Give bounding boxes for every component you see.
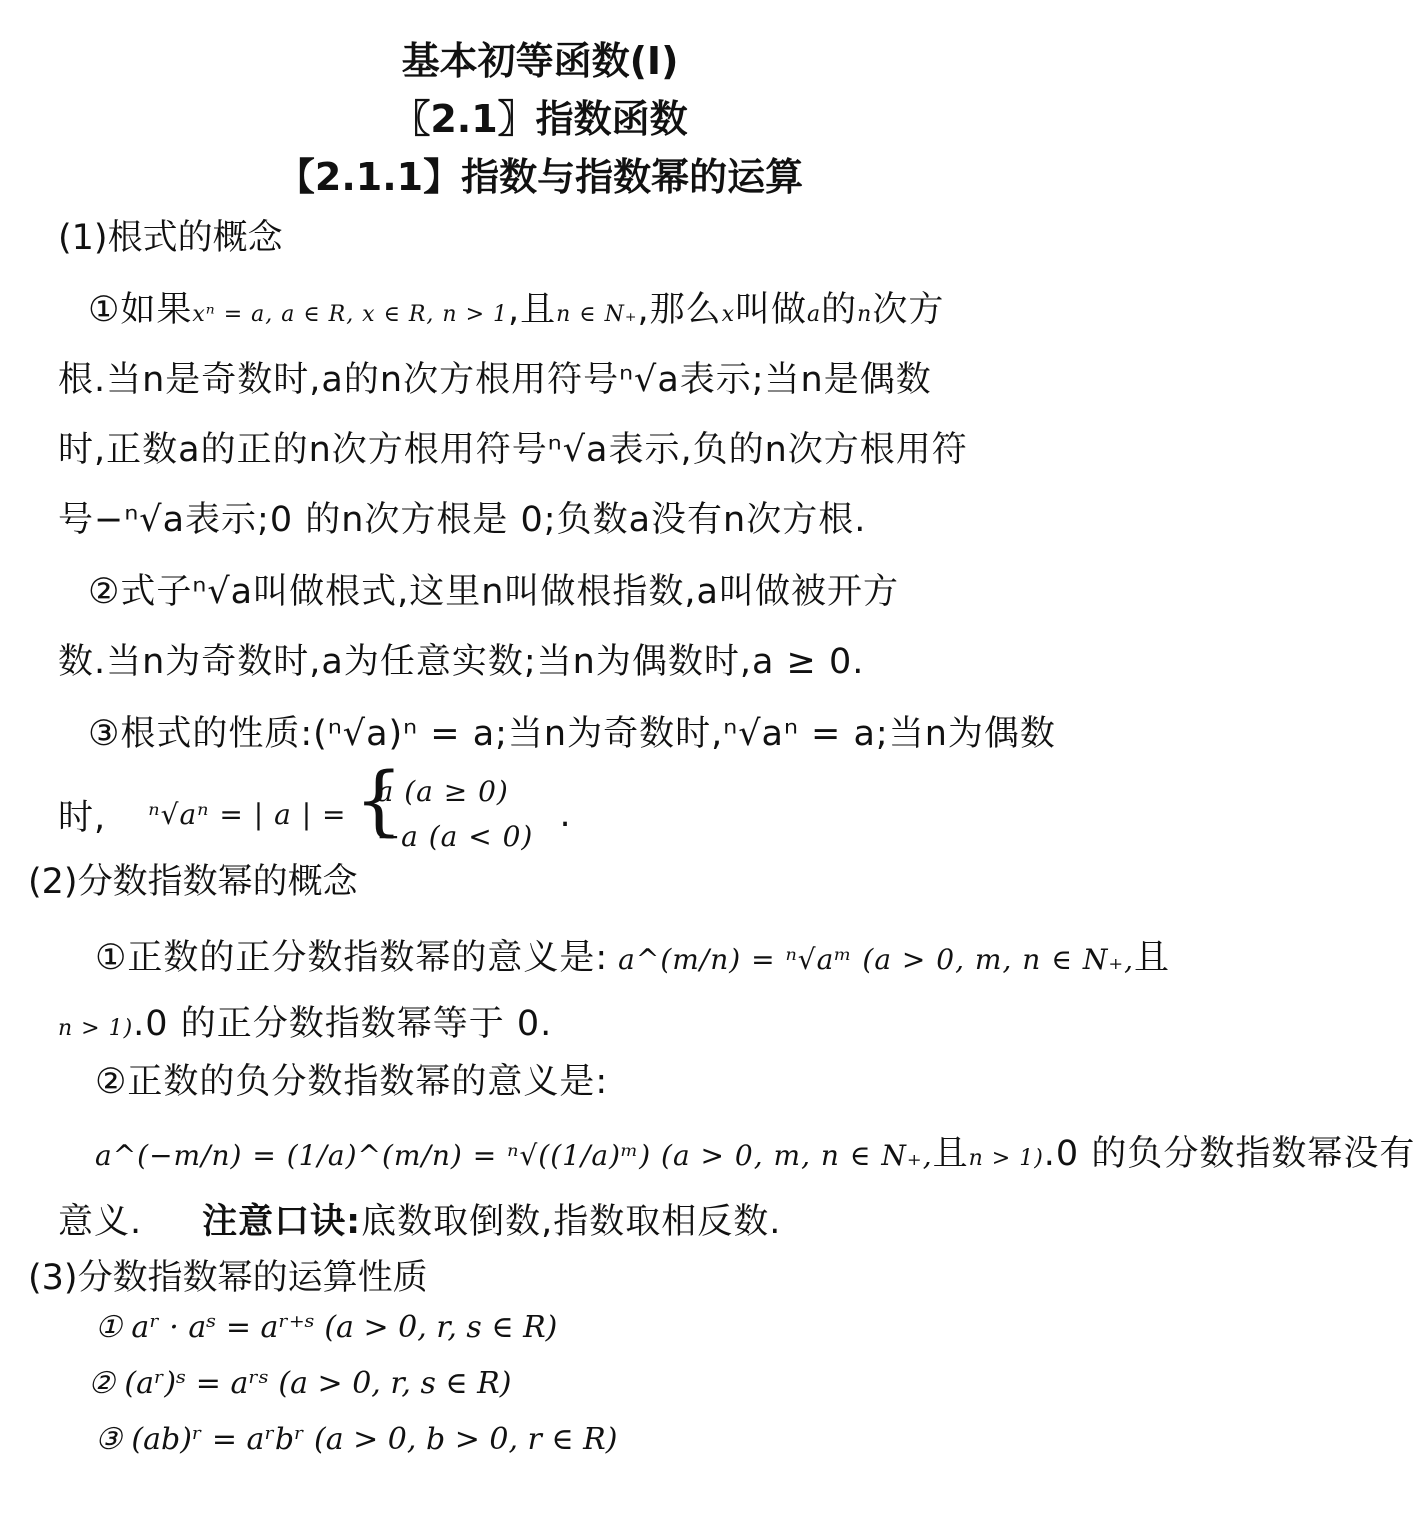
heading-radical-concept: (1)根式的概念 xyxy=(58,218,283,258)
main-title: 基本初等函数(Ⅰ) xyxy=(401,39,679,83)
p1-line2: 根.当n是奇数时,a的n次方根用符号ⁿ√a表示;当n是偶数 xyxy=(58,360,932,400)
p3-line1: ③根式的性质:(ⁿ√a)ⁿ = a;当n为奇数时,ⁿ√aⁿ = a;当n为偶数 xyxy=(88,714,1056,754)
rule-2: ② (aʳ)ˢ = aʳˢ (a > 0, r, s ∈ R) xyxy=(88,1366,512,1401)
s2-line4: a^(−m/n) = (1/a)^(m/n) = ⁿ√((1/a)ᵐ) (a > 0, m, n ∈ N₊,且n > 1).0 的负分数指数幂没有 xyxy=(95,1134,1415,1174)
p1-line4: 号−ⁿ√a表示;0 的n次方根是 0;负数a没有n次方根. xyxy=(58,500,867,540)
s2-line2: n > 1).0 的正分数指数幂等于 0. xyxy=(58,1004,553,1044)
subsection-title: 【2.1.1】指数与指数幂的运算 xyxy=(276,155,804,199)
p1-line1: ①如果xⁿ = a, a ∈ R, x ∈ R, n > 1,且n ∈ N₊,那么x叫做a的n次方 xyxy=(88,290,945,330)
heading-operation-properties: (3)分数指数幂的运算性质 xyxy=(28,1258,428,1298)
p2-line1: ②式子ⁿ√a叫做根式,这里n叫做根指数,a叫做被开方 xyxy=(88,572,899,612)
p3-line2: 时, ⁿ√aⁿ = | a | = { a (a ≥ 0) −a (a < 0) . xyxy=(58,770,572,860)
heading-fractional-exponent: (2)分数指数幂的概念 xyxy=(28,862,358,902)
p1-line3: 时,正数a的正的n次方根用符号ⁿ√a表示,负的n次方根用符 xyxy=(58,430,968,470)
p2-line2: 数.当n为奇数时,a为任意实数;当n为偶数时,a ≥ 0. xyxy=(58,642,865,682)
s2-line1: ①正数的正分数指数幂的意义是: a^(m/n) = ⁿ√aᵐ (a > 0, m, n ∈ N₊,且 xyxy=(95,938,1171,978)
piecewise-cases: { a (a ≥ 0) −a (a < 0) xyxy=(359,770,534,860)
rule-3: ③ (ab)ʳ = aʳbʳ (a > 0, b > 0, r ∈ R) xyxy=(95,1422,618,1457)
s2-line5: 意义. 注意口诀:底数取倒数,指数取相反数. xyxy=(58,1202,782,1242)
s2-line3: ②正数的负分数指数幂的意义是: xyxy=(95,1062,609,1102)
rule-1: ① aʳ · aˢ = aʳ⁺ˢ (a > 0, r, s ∈ R) xyxy=(95,1310,558,1345)
section-title: 〖2.1〗指数函数 xyxy=(392,97,688,141)
